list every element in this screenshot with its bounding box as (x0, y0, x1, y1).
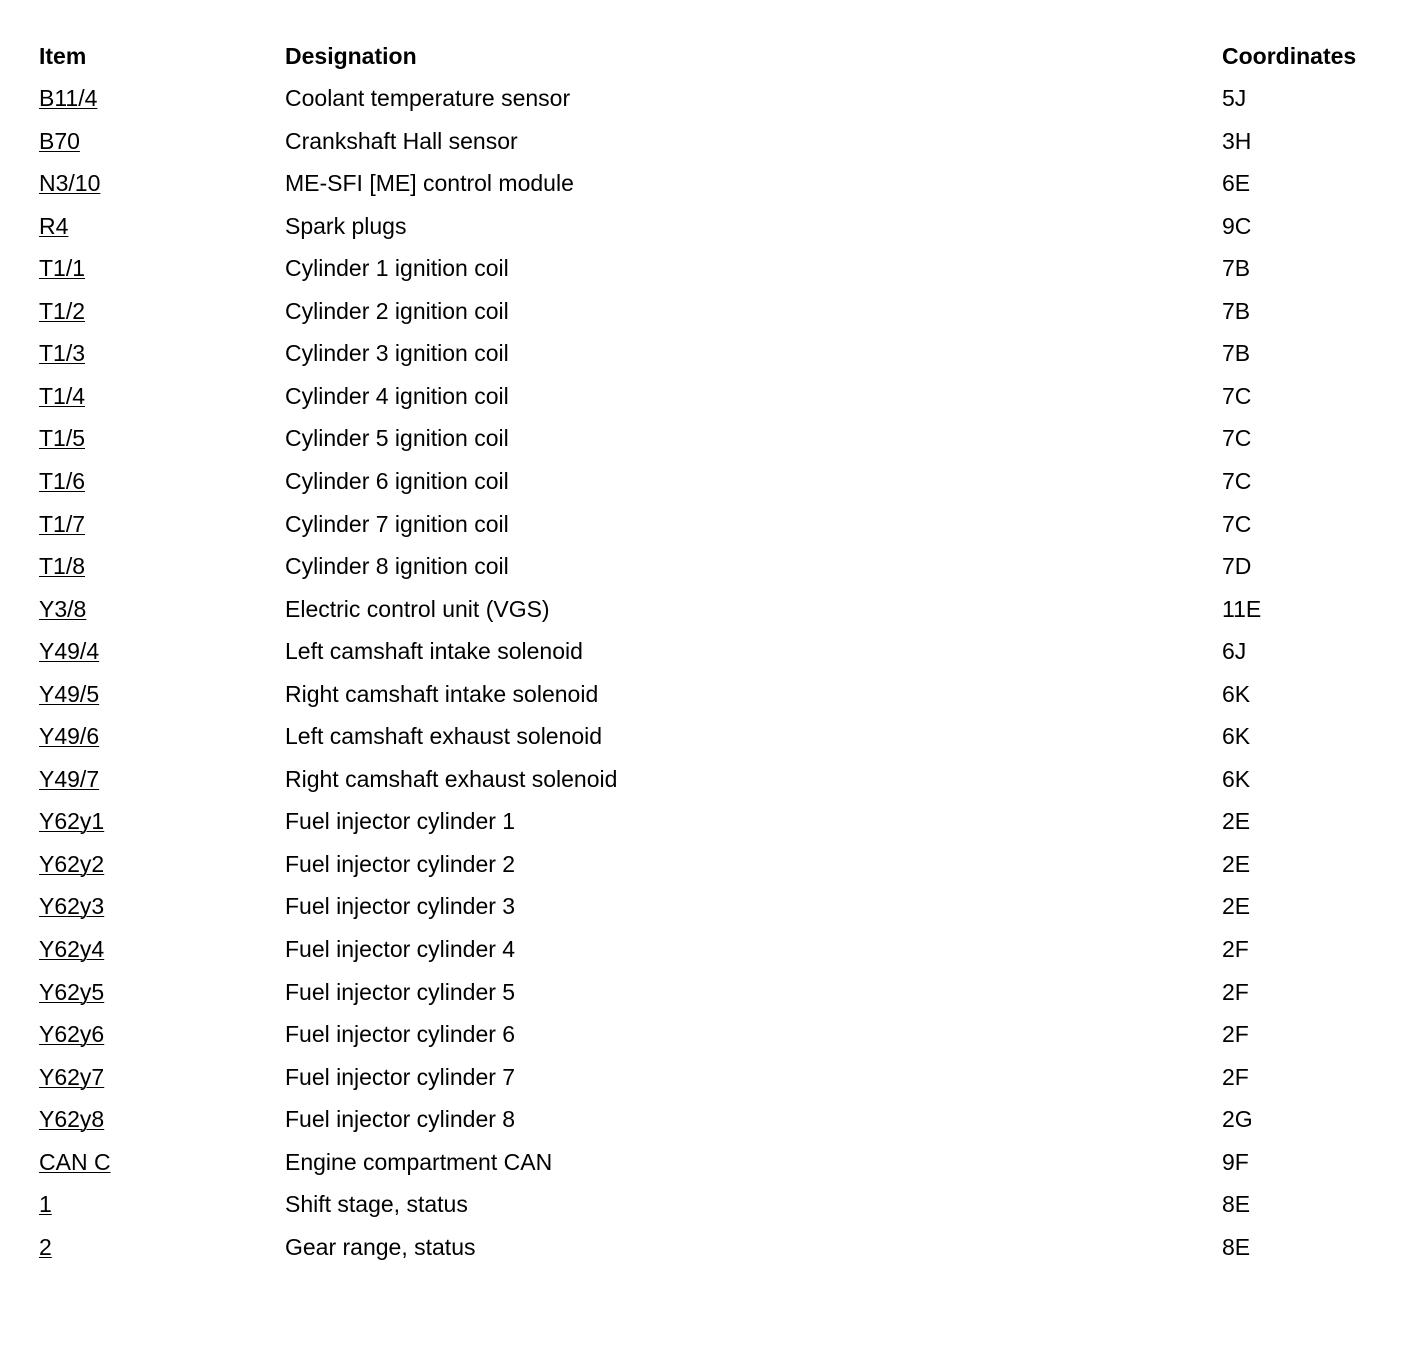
table-row (0, 1063, 1408, 1105)
designation-cell: Fuel injector cylinder 3 (285, 893, 516, 919)
designation-cell: Cylinder 5 ignition coil (285, 425, 509, 451)
coordinates-cell: 2E (1222, 808, 1251, 834)
coordinates-cell: 2F (1222, 936, 1249, 962)
table-row (0, 467, 1408, 509)
item-link[interactable]: CAN C (39, 1149, 111, 1175)
coordinates-cell: 7C (1222, 511, 1252, 537)
coordinates-cell: 8E (1222, 1191, 1251, 1217)
coordinates-cell: 2F (1222, 1064, 1249, 1090)
table-row (0, 552, 1408, 594)
table-row (0, 637, 1408, 679)
item-link[interactable]: Y62y6 (39, 1021, 105, 1047)
item-link[interactable]: Y62y5 (39, 979, 105, 1005)
item-link[interactable]: 2 (39, 1234, 52, 1260)
designation-cell: Left camshaft intake solenoid (285, 638, 583, 664)
designation-cell: Fuel injector cylinder 8 (285, 1106, 516, 1132)
item-link[interactable]: T1/2 (39, 298, 86, 324)
coordinates-cell: 9C (1222, 213, 1252, 239)
designation-cell: Fuel injector cylinder 7 (285, 1064, 516, 1090)
designation-column-header: Designation (285, 43, 417, 69)
coordinates-cell: 7D (1222, 553, 1252, 579)
table-row (0, 892, 1408, 934)
item-link[interactable]: T1/4 (39, 383, 86, 409)
table-row (0, 722, 1408, 764)
item-column-header: Item (39, 43, 87, 69)
designation-cell: Fuel injector cylinder 6 (285, 1021, 516, 1047)
coordinates-cell: 7B (1222, 340, 1251, 366)
item-link[interactable]: B11/4 (39, 85, 98, 111)
item-link[interactable]: Y49/5 (39, 681, 100, 707)
table-row (0, 169, 1408, 211)
designation-cell: Cylinder 3 ignition coil (285, 340, 509, 366)
table-row (0, 765, 1408, 807)
coordinates-cell: 6J (1222, 638, 1247, 664)
table-row (0, 978, 1408, 1020)
table-row (0, 1233, 1408, 1275)
coordinates-cell: 9F (1222, 1149, 1249, 1175)
table-row (0, 424, 1408, 466)
designation-cell: Gear range, status (285, 1234, 476, 1260)
item-link[interactable]: 1 (39, 1191, 52, 1217)
table-row (0, 680, 1408, 722)
item-link[interactable]: B70 (39, 128, 80, 154)
designation-cell: Cylinder 7 ignition coil (285, 511, 509, 537)
designation-cell: Coolant temperature sensor (285, 85, 571, 111)
table-header-row (0, 42, 1408, 84)
table-row (0, 1148, 1408, 1190)
designation-cell: Shift stage, status (285, 1191, 468, 1217)
item-link[interactable]: R4 (39, 213, 69, 239)
table-row (0, 1020, 1408, 1062)
designation-cell: Right camshaft exhaust solenoid (285, 766, 618, 792)
item-link[interactable]: Y62y2 (39, 851, 105, 877)
item-link[interactable]: Y62y8 (39, 1106, 105, 1132)
table-row (0, 510, 1408, 552)
item-link[interactable]: Y49/4 (39, 638, 100, 664)
table-row (0, 84, 1408, 126)
item-link[interactable]: T1/8 (39, 553, 86, 579)
designation-cell: Fuel injector cylinder 5 (285, 979, 516, 1005)
coordinates-cell: 2F (1222, 1021, 1249, 1047)
coordinates-cell: 5J (1222, 85, 1247, 111)
coordinates-cell: 6K (1222, 723, 1251, 749)
coordinates-cell: 2F (1222, 979, 1249, 1005)
designation-cell: Fuel injector cylinder 1 (285, 808, 516, 834)
coordinates-cell: 6K (1222, 766, 1251, 792)
designation-cell: Crankshaft Hall sensor (285, 128, 518, 154)
table-row (0, 127, 1408, 169)
coordinates-cell: 11E (1222, 596, 1262, 622)
item-link[interactable]: Y62y3 (39, 893, 105, 919)
coordinates-cell: 7B (1222, 255, 1251, 281)
item-link[interactable]: T1/7 (39, 511, 86, 537)
item-link[interactable]: T1/6 (39, 468, 86, 494)
coordinates-cell: 2E (1222, 851, 1251, 877)
item-link[interactable]: T1/1 (39, 255, 86, 281)
table-row (0, 595, 1408, 637)
item-link[interactable]: Y49/6 (39, 723, 100, 749)
coordinates-cell: 2G (1222, 1106, 1253, 1132)
coordinates-cell: 6E (1222, 170, 1251, 196)
designation-cell: Cylinder 2 ignition coil (285, 298, 509, 324)
designation-cell: Fuel injector cylinder 2 (285, 851, 516, 877)
table-row (0, 935, 1408, 977)
item-link[interactable]: Y62y1 (39, 808, 105, 834)
coordinates-cell: 2E (1222, 893, 1251, 919)
designation-cell: Right camshaft intake solenoid (285, 681, 599, 707)
item-link[interactable]: Y3/8 (39, 596, 87, 622)
item-link[interactable]: T1/5 (39, 425, 86, 451)
table-row (0, 212, 1408, 254)
item-link[interactable]: Y49/7 (39, 766, 100, 792)
item-link[interactable]: Y62y7 (39, 1064, 105, 1090)
coordinates-cell: 7C (1222, 383, 1252, 409)
designation-cell: ME-SFI [ME] control module (285, 170, 574, 196)
designation-cell: Engine compartment CAN (285, 1149, 553, 1175)
designation-cell: Spark plugs (285, 213, 407, 239)
table-row (0, 850, 1408, 892)
item-link[interactable]: Y62y4 (39, 936, 105, 962)
coordinates-cell: 3H (1222, 128, 1252, 154)
coordinates-column-header: Coordinates (1222, 43, 1357, 69)
coordinates-cell: 6K (1222, 681, 1251, 707)
table-row (0, 807, 1408, 849)
designation-cell: Cylinder 8 ignition coil (285, 553, 509, 579)
table-row (0, 254, 1408, 296)
table-row (0, 382, 1408, 424)
designation-cell: Cylinder 6 ignition coil (285, 468, 509, 494)
item-link[interactable]: N3/10 (39, 170, 101, 196)
coordinates-cell: 7B (1222, 298, 1251, 324)
designation-cell: Left camshaft exhaust solenoid (285, 723, 603, 749)
designation-cell: Electric control unit (VGS) (285, 596, 550, 622)
coordinates-cell: 8E (1222, 1234, 1251, 1260)
designation-cell: Cylinder 1 ignition coil (285, 255, 509, 281)
table-row (0, 339, 1408, 381)
designation-cell: Fuel injector cylinder 4 (285, 936, 516, 962)
designation-cell: Cylinder 4 ignition coil (285, 383, 509, 409)
item-link[interactable]: T1/3 (39, 340, 86, 366)
table-row (0, 297, 1408, 339)
coordinates-cell: 7C (1222, 425, 1252, 451)
table-row (0, 1105, 1408, 1147)
coordinates-cell: 7C (1222, 468, 1252, 494)
table-row (0, 1190, 1408, 1232)
